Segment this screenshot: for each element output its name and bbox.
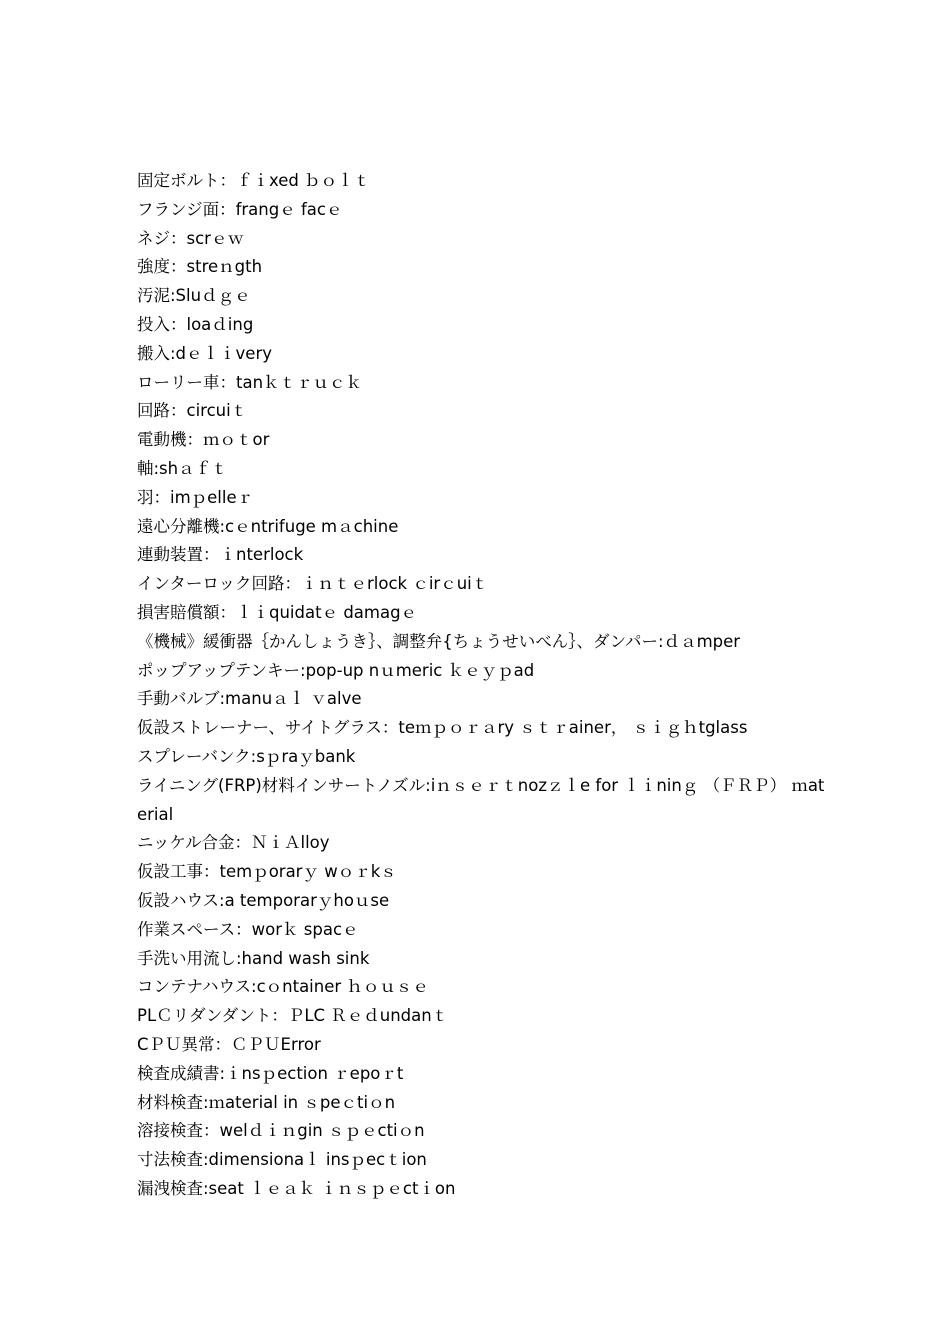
glossary-entry: 仮設ストレーナー、サイトグラス：teｍｐｏｒａry ｓｔｒainer， ｓｉｇｈtglass <box>137 718 748 738</box>
glossary-entry: 作業スペース：worｋ spacｅ <box>137 919 359 939</box>
glossary-entry: ローリー車：tanｋｔｒｕｃｋ <box>137 372 363 392</box>
glossary-entry: CＰＵ異常：ＣＰＵError <box>137 1034 321 1054</box>
glossary-entry: コンテナハウス:cｏntainer ｈｏｕｓｅ <box>137 977 429 997</box>
glossary-entry: 軸:shａｆｔ <box>137 458 228 478</box>
glossary-entry: 《機械》緩衝器｛かんしょうき｝、調整弁{ちょうせいべん｝、ダンパー:ｄａmper <box>137 631 741 651</box>
glossary-entry: 仮設工事：temｐorarｙ wｏｒkｓ <box>137 862 397 882</box>
glossary-entry: インターロック回路：ｉｎｔｅrlock ｃirｃuiｔ <box>137 574 489 594</box>
glossary-entry: 汚泥:Sluｄｇｅ <box>137 286 251 306</box>
glossary-entry: 寸法検査:dimensionaｌ insｐecｔion <box>137 1150 427 1170</box>
glossary-entry: ネジ：scrｅｗ <box>137 228 244 248</box>
glossary-entry: 投入：loaｄing <box>137 314 254 334</box>
glossary-entry: 材料検査:ｍaterial in ｓpeｃtiｏn <box>137 1092 396 1112</box>
glossary-entry: 手動バルブ:manuａｌ ｖalve <box>137 689 362 709</box>
glossary-entry: スプレーバンク:sｐraｙbank <box>137 746 356 766</box>
glossary-entry: ニッケル合金：ＮｉＡlloy <box>137 833 330 853</box>
glossary-list <box>137 167 827 1204</box>
glossary-entry: 遠心分離機:cｅntrifuge mａchine <box>137 516 399 536</box>
glossary-entry: 連動装置：ｉnterlock <box>137 545 304 565</box>
glossary-entry: 損害賠償額：ｌｉquidatｅ damagｅ <box>137 602 418 622</box>
glossary-entry: 羽：imｐelleｒ <box>137 487 254 507</box>
glossary-entry: 電動機：ｍｏｔor <box>137 430 270 450</box>
glossary-entry: フランジ面：frangｅ facｅ <box>137 199 343 219</box>
glossary-entry: 漏洩検査:seat ｌｅａｋ ｉｎｓｐｅctｉon <box>137 1178 456 1198</box>
glossary-entry: ライニング(FRP)材料インサートノズル:iｎｓｅｒｔnozｚｌe for ｌｉninｇ （ＦＲＰ） ｍaterial <box>137 775 825 824</box>
glossary-entry: 強度：streｎgth <box>137 257 263 277</box>
glossary-entry: 搬入:dｅｌｉvery <box>137 343 272 363</box>
glossary-entry: 仮設ハウス:a temporarｙhoｕse <box>137 890 390 910</box>
glossary-entry: 検査成績書:ｉnsｐection ｒepoｒt <box>137 1063 404 1083</box>
glossary-entry: PLＣリダンダント：ＰLC Ｒｅｄundanｔ <box>137 1006 449 1026</box>
glossary-entry: 固定ボルト：ｆｉxed ｂｏｌｔ <box>137 171 371 190</box>
glossary-entry: 回路：circuiｔ <box>137 401 248 421</box>
glossary-entry: 手洗い用流し:hand wash sink <box>137 948 370 968</box>
glossary-entry: 溶接検査：welｄｉｎgin ｓｐｅctiｏn <box>137 1121 425 1141</box>
glossary-entry: ポップアップテンキー:pop-up nｕmeric ｋｅｙｐad <box>137 660 535 680</box>
